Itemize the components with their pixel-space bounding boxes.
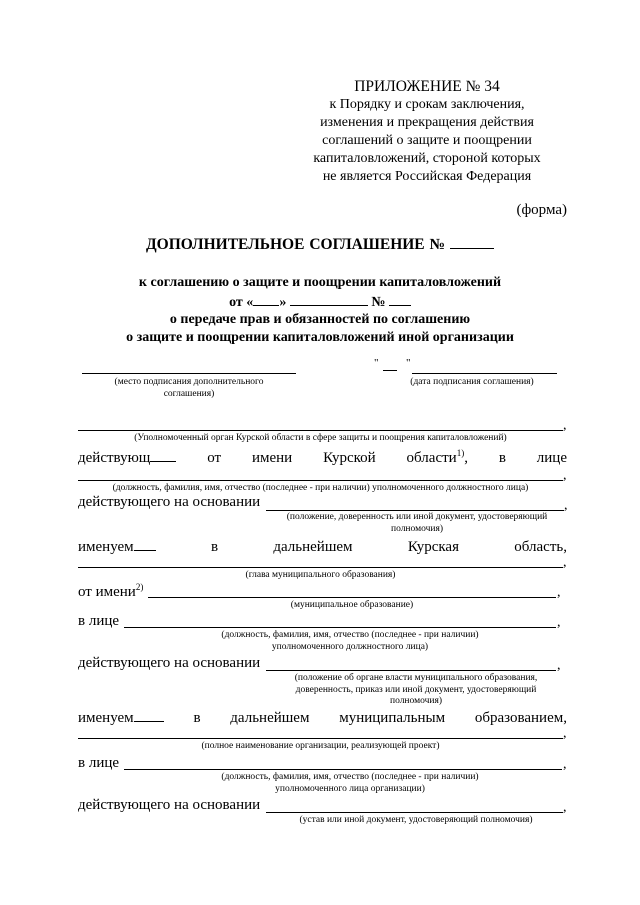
- charter-caption: (устав или иной документ, удостоверяющий полномочия): [299, 815, 533, 825]
- charter-field[interactable]: [266, 812, 563, 813]
- municipal-head-field[interactable]: [78, 567, 563, 568]
- basis-document-caption: (положение, доверенность или иной документ, удостоверяющий полномочия): [286, 512, 548, 534]
- signing-date-caption: (дата подписания соглашения): [410, 377, 534, 387]
- comma: ,: [557, 658, 561, 673]
- subtitle-line-3: о передаче прав и обязанностей по соглашению: [169, 312, 471, 327]
- municipal-official-caption: (должность, фамилия, имя, отчество (последнее - при наличии) уполномоченного должностного лица): [221, 630, 479, 652]
- comma: ,: [563, 418, 567, 433]
- named-ending-blank-2[interactable]: [134, 708, 164, 722]
- basis-document-field[interactable]: [266, 510, 564, 511]
- authorized-body-caption: (Уполномоченный орган Курской области в сфере защиты и поощрения капиталовложений): [134, 433, 507, 443]
- authorized-body-field[interactable]: [78, 430, 563, 431]
- appendix-line: к Порядку и срокам заключения,: [329, 97, 525, 112]
- acting-row-1: действующ от имени Курской области$^{1)}$, в лице: [78, 448, 567, 466]
- footnote-1: 1): [456, 448, 465, 458]
- comma: ,: [557, 585, 561, 600]
- named-ending-blank[interactable]: [134, 537, 156, 551]
- official-caption: (должность, фамилия, имя, отчество (последнее - при наличии) уполномоченного должностного лица): [112, 483, 529, 493]
- comma: ,: [563, 800, 567, 815]
- date-quotes: " ": [374, 357, 411, 369]
- municipality-field[interactable]: [148, 597, 556, 598]
- organization-official-caption: (должность, фамилия, имя, отчество (последнее - при наличии) уполномоченного лица организации): [221, 772, 479, 794]
- municipal-basis-field[interactable]: [266, 670, 556, 671]
- agreement-number-blank[interactable]: [450, 235, 494, 249]
- subtitle-line-1: к соглашению о защите и поощрении капиталовложений: [138, 275, 502, 290]
- document-title-text: ДОПОЛНИТЕЛЬНОЕ СОГЛАШЕНИЕ №: [146, 236, 446, 253]
- appendix-line: соглашений о защите и поощрении: [322, 133, 532, 148]
- named-row-1: именуем в дальнейшем Курская область,: [78, 539, 567, 555]
- municipal-head-caption: (глава муниципального образования): [245, 570, 396, 580]
- named-row-2: именуем в дальнейшем муниципальным образованием,: [78, 710, 567, 726]
- in-person-label-2: в лице: [78, 755, 120, 771]
- comma: ,: [563, 726, 567, 741]
- organization-name-caption: (полное наименование организации, реализующей проект): [201, 741, 440, 751]
- gender-ending-blank[interactable]: [150, 448, 176, 462]
- organization-name-field[interactable]: [78, 738, 563, 739]
- municipal-official-field[interactable]: [124, 627, 556, 628]
- signing-place-caption: (место подписания дополнительного соглашения): [114, 377, 264, 399]
- appendix-line: капиталовложений, стороной которых: [313, 151, 541, 166]
- in-person-label-1: в лице: [78, 613, 120, 629]
- day-blank[interactable]: [253, 292, 279, 306]
- appendix-line: не является Российская Федерация: [322, 169, 532, 184]
- appendix-line: изменения и прекращения действия: [320, 115, 534, 130]
- appendix-title: ПРИЛОЖЕНИЕ № 34: [354, 78, 500, 95]
- subtitle-line-4: о защите и поощрении капиталовложений иной организации: [126, 329, 514, 345]
- date-quote-close: »: [279, 294, 287, 310]
- comma: ,: [564, 498, 568, 513]
- signing-place-field[interactable]: [82, 373, 296, 374]
- number-sign: №: [371, 294, 386, 310]
- subtitle-line-2: [0, 292, 640, 312]
- comma: ,: [557, 615, 561, 630]
- acting-basis-label-3: действующего на основании: [78, 797, 261, 813]
- municipal-basis-caption: (положение об органе власти муниципального образования, доверенность, приказ или иной документ, удостоверяющий полномочия): [294, 673, 538, 706]
- from-name-label: от имени$^{2)}$: [78, 582, 144, 600]
- comma: ,: [563, 757, 567, 772]
- appendix-header: [298, 78, 556, 186]
- organization-official-field[interactable]: [124, 769, 562, 770]
- form-label: (форма): [516, 202, 567, 218]
- date-from-label: от «: [229, 294, 254, 310]
- month-year-blank[interactable]: [290, 292, 368, 306]
- municipality-caption: (муниципальное образование): [290, 600, 414, 610]
- signing-day-field[interactable]: [383, 370, 397, 371]
- document-title: [0, 235, 640, 254]
- subtitle-block: [0, 274, 640, 346]
- official-field[interactable]: [78, 480, 563, 481]
- base-agreement-number-blank[interactable]: [389, 292, 411, 306]
- acting-basis-label-1: действующего на основании: [78, 494, 261, 510]
- comma: ,: [563, 555, 567, 570]
- comma: ,: [563, 468, 567, 483]
- acting-basis-label-2: действующего на основании: [78, 655, 261, 671]
- signing-date-field[interactable]: [412, 373, 557, 374]
- footnote-2: 2): [135, 582, 144, 592]
